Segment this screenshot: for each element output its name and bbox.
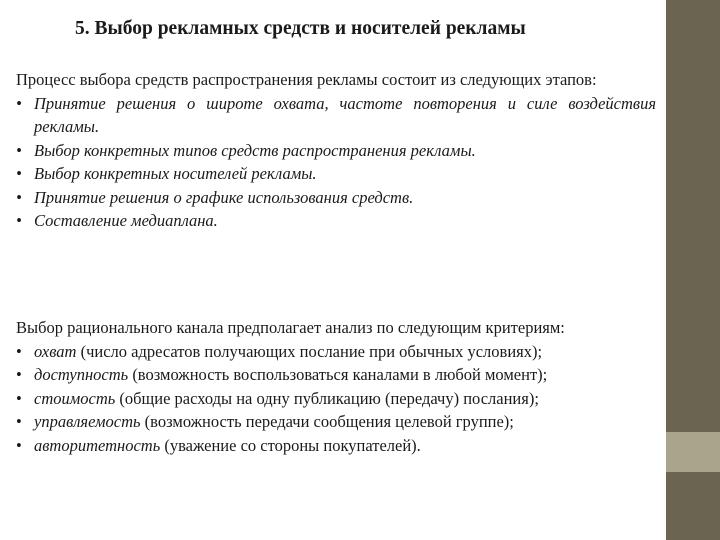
criterion-term: охват xyxy=(34,341,77,361)
criteria-section xyxy=(16,316,656,457)
criterion-desc: (возможность воспользоваться каналами в любой момент); xyxy=(128,365,548,384)
list-item xyxy=(16,340,656,364)
sidebar-accent-stripe xyxy=(666,432,720,472)
list-item xyxy=(16,434,656,458)
stages-list xyxy=(16,92,656,233)
criterion-desc: (общие расходы на одну публикацию (передачу) послания); xyxy=(115,388,539,408)
criteria-list xyxy=(16,340,656,458)
criterion-term: стоимость xyxy=(34,388,116,408)
criterion-desc: (число адресатов получающих послание при обычных условиях); xyxy=(76,341,543,361)
criterion-term: авторитетность xyxy=(34,435,161,455)
list-item: • Выбор конкретных типов средств распространения рекламы. xyxy=(16,139,656,163)
list-item: • Выбор конкретных носителей рекламы. xyxy=(16,162,656,186)
stages-intro: Процесс выбора средств распространения рекламы состоит из следующих этапов: xyxy=(16,70,597,89)
list-item xyxy=(16,363,656,387)
criterion-desc: (возможность передачи сообщения целевой группе); xyxy=(140,412,514,431)
criterion-desc: (уважение со стороны покупателей). xyxy=(160,435,421,455)
criterion-term: доступность xyxy=(34,365,129,384)
list-item: • Принятие решения о широте охвата, частоте повторения и силе воздействия рекламы. xyxy=(16,92,656,139)
list-item: • Принятие решения о графике использования средств. xyxy=(16,186,656,210)
criterion-term: управляемость xyxy=(34,412,141,431)
list-item: • Составление медиаплана. xyxy=(16,209,656,233)
slide-title: 5. Выбор рекламных средств и носителей рекламы xyxy=(75,18,526,39)
list-item xyxy=(16,387,656,411)
stages-section xyxy=(16,68,656,233)
list-item xyxy=(16,410,656,434)
criteria-intro: Выбор рационального канала предполагает анализ по следующим критериям: xyxy=(16,318,565,337)
